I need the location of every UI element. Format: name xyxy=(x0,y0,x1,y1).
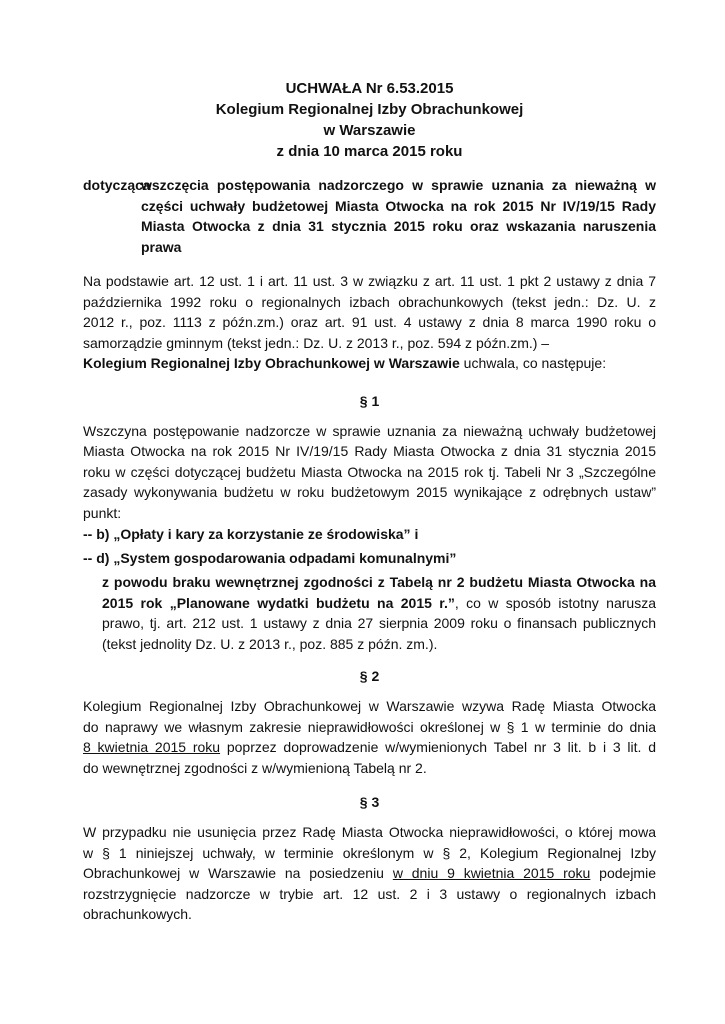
section-1-paragraph xyxy=(83,421,656,524)
point-b: -- b) „Opłaty i kary za korzystanie ze środowiska” i xyxy=(83,526,419,542)
text-line: samorządzie gminnym (tekst jedn.: Dz. U. z 2013 r., poz. 594 z późn.zm.) – xyxy=(83,334,550,351)
resolution-number: UCHWAŁA Nr 6.53.2015 xyxy=(285,80,454,97)
section-1-heading: § 1 xyxy=(359,392,380,409)
text-line: zasady wykonywania budżetu w roku budżetowym 2015 wynikające z odrębnych ustaw” xyxy=(83,484,656,500)
document-page xyxy=(83,78,656,925)
text-line: Kolegium Regionalnej Izby Obrachunkowej w Warszawie wzywa Radę Miasta Otwocka xyxy=(83,698,656,714)
session-date: w dniu 9 kwietnia 2015 roku xyxy=(392,865,591,881)
violation-reason xyxy=(102,572,656,654)
text-line: prawo, tj. art. 212 ust. 1 ustawy z dnia 27 sierpnia 2009 roku o finansach publicznych xyxy=(102,615,656,631)
subject-lead: dotycząca xyxy=(83,177,151,193)
table-2-title: 2015 rok „Planowane wydatki budżetu na 2015 r.” xyxy=(102,594,455,611)
point-d: -- d) „System gospodarowania odpadami komunalnymi” xyxy=(83,549,457,566)
section-2-paragraph xyxy=(83,696,656,778)
collegium-name: Kolegium Regionalnej Izby Obrachunkowej w Warszawie xyxy=(83,355,460,371)
text-line: z powodu braku wewnętrznej zgodności z Tabelą nr 2 budżetu Miasta Otwocka na xyxy=(102,574,656,590)
resolution-date: z dnia 10 marca 2015 roku xyxy=(276,143,463,160)
text-line: obrachunkowych. xyxy=(83,906,192,922)
text-line: października 1992 roku o regionalnych izbach obrachunkowych (tekst jedn.: Dz. U. z xyxy=(83,293,656,310)
section-3-paragraph xyxy=(83,822,656,925)
legal-basis-paragraph xyxy=(83,271,656,374)
subject-line: wszczęcia postępowania nadzorczego w sprawie uznania za nieważną w xyxy=(141,177,656,193)
deadline-date: 8 kwietnia 2015 roku xyxy=(83,739,221,755)
subject-line: Miasta Otwocka z dnia 31 stycznia 2015 roku oraz wskazania naruszenia xyxy=(141,218,656,234)
text-line: do naprawy we własnym zakresie nieprawidłowości określonej w § 1 w terminie do dnia xyxy=(83,718,656,735)
text-line: 2012 r., poz. 1113 z późn.zm.) oraz art. 91 ust. 4 ustawy z dnia 8 marca 1990 roku o xyxy=(83,314,656,330)
section-3-heading: § 3 xyxy=(359,794,380,810)
text-line: rozstrzygnięcie nadzorcze w trybie art. 12 ust. 2 i 3 ustawy o regionalnych izbach xyxy=(83,885,656,902)
text-line: Miasta Otwocka na rok 2015 Nr IV/19/15 Rady Miasta Otwocka z dnia 31 stycznia 2015 xyxy=(83,443,656,459)
issuing-body: Kolegium Regionalnej Izby Obrachunkowej xyxy=(215,101,524,118)
resolution-subject xyxy=(83,175,656,257)
text-line: W przypadku nie usunięcia przez Radę Miasta Otwocka nieprawidłowości, o której mowa xyxy=(83,824,656,840)
resolution-header xyxy=(83,78,656,162)
subject-line: części uchwały budżetowej Miasta Otwocka na rok 2015 Nr IV/19/15 Rady xyxy=(141,197,656,214)
text-line: Wszczyna postępowanie nadzorcze w sprawie uznania za nieważną uchwały budżetowej xyxy=(83,422,656,439)
text-line: punkt: xyxy=(83,504,122,521)
text-line: 2015 rok „Planowane wydatki budżetu na 2015 r.”, co w sposób istotny narusza xyxy=(102,594,656,611)
issuing-location: w Warszawie xyxy=(323,122,416,139)
section-2-heading: § 2 xyxy=(359,668,380,684)
text-line: (tekst jednolity Dz. U. z 2013 r., poz. 885 z późn. zm.). xyxy=(102,635,438,652)
text-line: Kolegium Regionalnej Izby Obrachunkowej w Warszawie uchwala, co następuje: xyxy=(83,355,607,371)
text-line: 8 kwietnia 2015 roku poprzez doprowadzenie w/wymienionych Tabel nr 3 lit. b i 3 lit. d xyxy=(83,739,656,755)
text-line: Obrachunkowej w Warszawie na posiedzeniu w dniu 9 kwietnia 2015 roku podejmie xyxy=(83,865,656,881)
subject-line: prawa xyxy=(141,238,182,255)
text-line: Na podstawie art. 12 ust. 1 i art. 11 ust. 3 w związku z art. 11 ust. 1 pkt 2 ustawy z dnia 7 xyxy=(83,273,656,289)
text-line: w § 1 niniejszej uchwały, w terminie określonym w § 2, Kolegium Regionalnej Izby xyxy=(83,844,656,861)
text-line: roku w części dotyczącej budżetu Miasta Otwocka na 2015 rok tj. Tabeli Nr 3 „Szczególne xyxy=(83,463,656,480)
text-line: do wewnętrznej zgodności z w/wymienioną Tabelą nr 2. xyxy=(83,759,427,776)
